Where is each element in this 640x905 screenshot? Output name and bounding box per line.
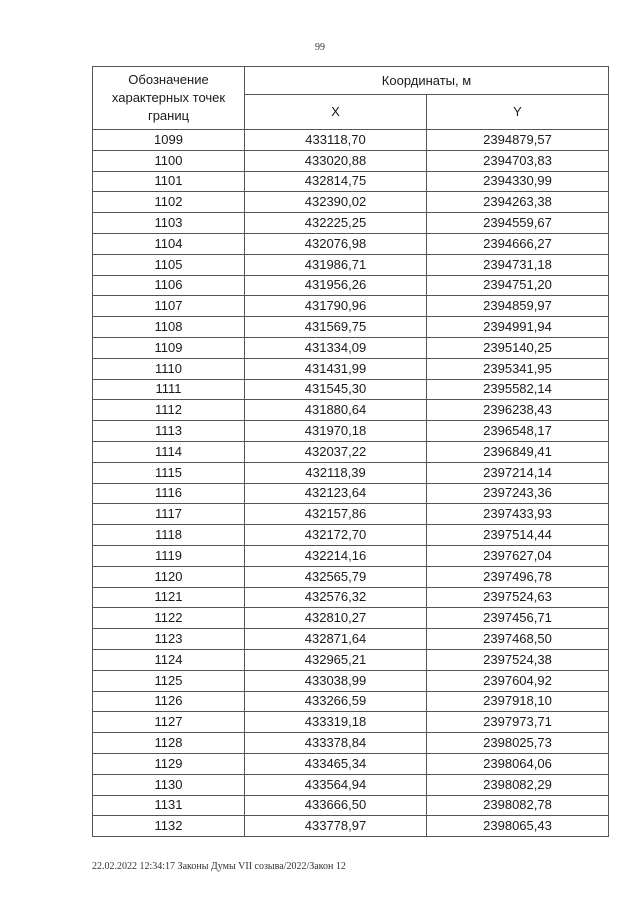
table-row bbox=[93, 795, 609, 816]
x-coordinate-cell: 431986,71 bbox=[245, 254, 427, 275]
table-row bbox=[93, 816, 609, 837]
y-coordinate-cell: 2397973,71 bbox=[427, 712, 609, 733]
point-id-cell: 1099 bbox=[93, 130, 245, 151]
x-coordinate-cell: 433038,99 bbox=[245, 670, 427, 691]
x-coordinate-cell: 433118,70 bbox=[245, 130, 427, 151]
point-id-cell: 1121 bbox=[93, 587, 245, 608]
x-coordinate-cell: 433020,88 bbox=[245, 150, 427, 171]
table-row bbox=[93, 233, 609, 254]
table-row bbox=[93, 629, 609, 650]
y-coordinate-cell: 2397496,78 bbox=[427, 566, 609, 587]
x-coordinate-cell: 433666,50 bbox=[245, 795, 427, 816]
y-coordinate-cell: 2398082,29 bbox=[427, 774, 609, 795]
table-row bbox=[93, 733, 609, 754]
y-coordinate-cell: 2397514,44 bbox=[427, 525, 609, 546]
point-designation-header: Обозначение характерных точек границ bbox=[93, 67, 245, 130]
y-coordinate-cell: 2398025,73 bbox=[427, 733, 609, 754]
table-row bbox=[93, 691, 609, 712]
y-coordinate-cell: 2398065,43 bbox=[427, 816, 609, 837]
x-coordinate-cell: 432965,21 bbox=[245, 649, 427, 670]
table-row bbox=[93, 275, 609, 296]
y-coordinate-cell: 2397433,93 bbox=[427, 504, 609, 525]
table-row bbox=[93, 317, 609, 338]
point-id-cell: 1102 bbox=[93, 192, 245, 213]
y-coordinate-cell: 2396548,17 bbox=[427, 421, 609, 442]
point-id-cell: 1128 bbox=[93, 733, 245, 754]
table-row bbox=[93, 504, 609, 525]
point-id-cell: 1131 bbox=[93, 795, 245, 816]
point-id-cell: 1122 bbox=[93, 608, 245, 629]
x-coordinate-cell: 432123,64 bbox=[245, 483, 427, 504]
y-coordinate-cell: 2394703,83 bbox=[427, 150, 609, 171]
point-id-cell: 1117 bbox=[93, 504, 245, 525]
point-id-cell: 1101 bbox=[93, 171, 245, 192]
point-id-cell: 1106 bbox=[93, 275, 245, 296]
y-coordinate-cell: 2396238,43 bbox=[427, 400, 609, 421]
table-row bbox=[93, 337, 609, 358]
x-coordinate-cell: 433319,18 bbox=[245, 712, 427, 733]
table-row bbox=[93, 213, 609, 234]
point-id-cell: 1123 bbox=[93, 629, 245, 650]
y-coordinate-cell: 2397627,04 bbox=[427, 545, 609, 566]
y-coordinate-cell: 2394666,27 bbox=[427, 233, 609, 254]
point-id-cell: 1132 bbox=[93, 816, 245, 837]
table-row bbox=[93, 462, 609, 483]
point-id-cell: 1111 bbox=[93, 379, 245, 400]
table-row bbox=[93, 296, 609, 317]
y-coordinate-cell: 2397524,38 bbox=[427, 649, 609, 670]
x-coordinate-cell: 431956,26 bbox=[245, 275, 427, 296]
y-coordinate-cell: 2397243,36 bbox=[427, 483, 609, 504]
point-id-cell: 1103 bbox=[93, 213, 245, 234]
x-coordinate-cell: 431545,30 bbox=[245, 379, 427, 400]
table-row bbox=[93, 670, 609, 691]
table-row bbox=[93, 545, 609, 566]
point-id-cell: 1125 bbox=[93, 670, 245, 691]
x-coordinate-cell: 432814,75 bbox=[245, 171, 427, 192]
x-coordinate-cell: 433778,97 bbox=[245, 816, 427, 837]
table-row bbox=[93, 358, 609, 379]
y-coordinate-cell: 2397604,92 bbox=[427, 670, 609, 691]
x-coordinate-cell: 432390,02 bbox=[245, 192, 427, 213]
page-number: 99 bbox=[315, 42, 325, 53]
table-row bbox=[93, 587, 609, 608]
table-row bbox=[93, 441, 609, 462]
x-coordinate-cell: 432172,70 bbox=[245, 525, 427, 546]
x-coordinate-cell: 432576,32 bbox=[245, 587, 427, 608]
point-id-cell: 1105 bbox=[93, 254, 245, 275]
point-id-cell: 1109 bbox=[93, 337, 245, 358]
table-header bbox=[93, 67, 609, 130]
point-id-cell: 1126 bbox=[93, 691, 245, 712]
document-footer: 22.02.2022 12:34:17 Законы Думы VII созыва/2022/Закон 12 bbox=[92, 861, 346, 872]
x-coordinate-cell: 432037,22 bbox=[245, 441, 427, 462]
point-id-cell: 1114 bbox=[93, 441, 245, 462]
y-coordinate-cell: 2397918,10 bbox=[427, 691, 609, 712]
point-id-cell: 1116 bbox=[93, 483, 245, 504]
table-row bbox=[93, 483, 609, 504]
x-coordinate-cell: 433564,94 bbox=[245, 774, 427, 795]
table-row bbox=[93, 774, 609, 795]
table-row bbox=[93, 171, 609, 192]
point-id-cell: 1100 bbox=[93, 150, 245, 171]
table-row bbox=[93, 421, 609, 442]
x-coordinate-cell: 433465,34 bbox=[245, 753, 427, 774]
table-row bbox=[93, 192, 609, 213]
x-column-header: X bbox=[245, 95, 427, 130]
point-id-cell: 1110 bbox=[93, 358, 245, 379]
y-coordinate-cell: 2394330,99 bbox=[427, 171, 609, 192]
table-row bbox=[93, 130, 609, 151]
y-column-header: Y bbox=[427, 95, 609, 130]
y-coordinate-cell: 2394263,38 bbox=[427, 192, 609, 213]
y-coordinate-cell: 2397468,50 bbox=[427, 629, 609, 650]
coordinates-table bbox=[92, 66, 609, 837]
point-id-cell: 1118 bbox=[93, 525, 245, 546]
y-coordinate-cell: 2394751,20 bbox=[427, 275, 609, 296]
y-coordinate-cell: 2396849,41 bbox=[427, 441, 609, 462]
x-coordinate-cell: 432214,16 bbox=[245, 545, 427, 566]
table-row bbox=[93, 379, 609, 400]
y-coordinate-cell: 2397214,14 bbox=[427, 462, 609, 483]
x-coordinate-cell: 431880,64 bbox=[245, 400, 427, 421]
table-row bbox=[93, 649, 609, 670]
y-coordinate-cell: 2394559,67 bbox=[427, 213, 609, 234]
x-coordinate-cell: 431334,09 bbox=[245, 337, 427, 358]
x-coordinate-cell: 432225,25 bbox=[245, 213, 427, 234]
y-coordinate-cell: 2394731,18 bbox=[427, 254, 609, 275]
table-body bbox=[93, 130, 609, 837]
point-id-cell: 1107 bbox=[93, 296, 245, 317]
y-coordinate-cell: 2395582,14 bbox=[427, 379, 609, 400]
table-row bbox=[93, 566, 609, 587]
point-id-cell: 1115 bbox=[93, 462, 245, 483]
y-coordinate-cell: 2398082,78 bbox=[427, 795, 609, 816]
point-id-cell: 1124 bbox=[93, 649, 245, 670]
y-coordinate-cell: 2394879,57 bbox=[427, 130, 609, 151]
y-coordinate-cell: 2394859,97 bbox=[427, 296, 609, 317]
point-id-cell: 1120 bbox=[93, 566, 245, 587]
point-id-cell: 1113 bbox=[93, 421, 245, 442]
point-id-cell: 1104 bbox=[93, 233, 245, 254]
table-row bbox=[93, 525, 609, 546]
x-coordinate-cell: 432076,98 bbox=[245, 233, 427, 254]
y-coordinate-cell: 2397524,63 bbox=[427, 587, 609, 608]
x-coordinate-cell: 431970,18 bbox=[245, 421, 427, 442]
x-coordinate-cell: 432118,39 bbox=[245, 462, 427, 483]
point-id-cell: 1130 bbox=[93, 774, 245, 795]
x-coordinate-cell: 432157,86 bbox=[245, 504, 427, 525]
point-id-cell: 1127 bbox=[93, 712, 245, 733]
x-coordinate-cell: 432810,27 bbox=[245, 608, 427, 629]
point-id-cell: 1119 bbox=[93, 545, 245, 566]
point-id-cell: 1129 bbox=[93, 753, 245, 774]
table-row bbox=[93, 150, 609, 171]
coordinates-header: Координаты, м bbox=[245, 67, 609, 95]
y-coordinate-cell: 2398064,06 bbox=[427, 753, 609, 774]
point-id-cell: 1108 bbox=[93, 317, 245, 338]
x-coordinate-cell: 431569,75 bbox=[245, 317, 427, 338]
table-row bbox=[93, 608, 609, 629]
y-coordinate-cell: 2397456,71 bbox=[427, 608, 609, 629]
x-coordinate-cell: 433378,84 bbox=[245, 733, 427, 754]
table-row bbox=[93, 712, 609, 733]
table-row bbox=[93, 753, 609, 774]
y-coordinate-cell: 2394991,94 bbox=[427, 317, 609, 338]
table-row bbox=[93, 400, 609, 421]
x-coordinate-cell: 433266,59 bbox=[245, 691, 427, 712]
x-coordinate-cell: 432871,64 bbox=[245, 629, 427, 650]
table-row bbox=[93, 254, 609, 275]
y-coordinate-cell: 2395140,25 bbox=[427, 337, 609, 358]
y-coordinate-cell: 2395341,95 bbox=[427, 358, 609, 379]
x-coordinate-cell: 432565,79 bbox=[245, 566, 427, 587]
x-coordinate-cell: 431790,96 bbox=[245, 296, 427, 317]
x-coordinate-cell: 431431,99 bbox=[245, 358, 427, 379]
point-id-cell: 1112 bbox=[93, 400, 245, 421]
